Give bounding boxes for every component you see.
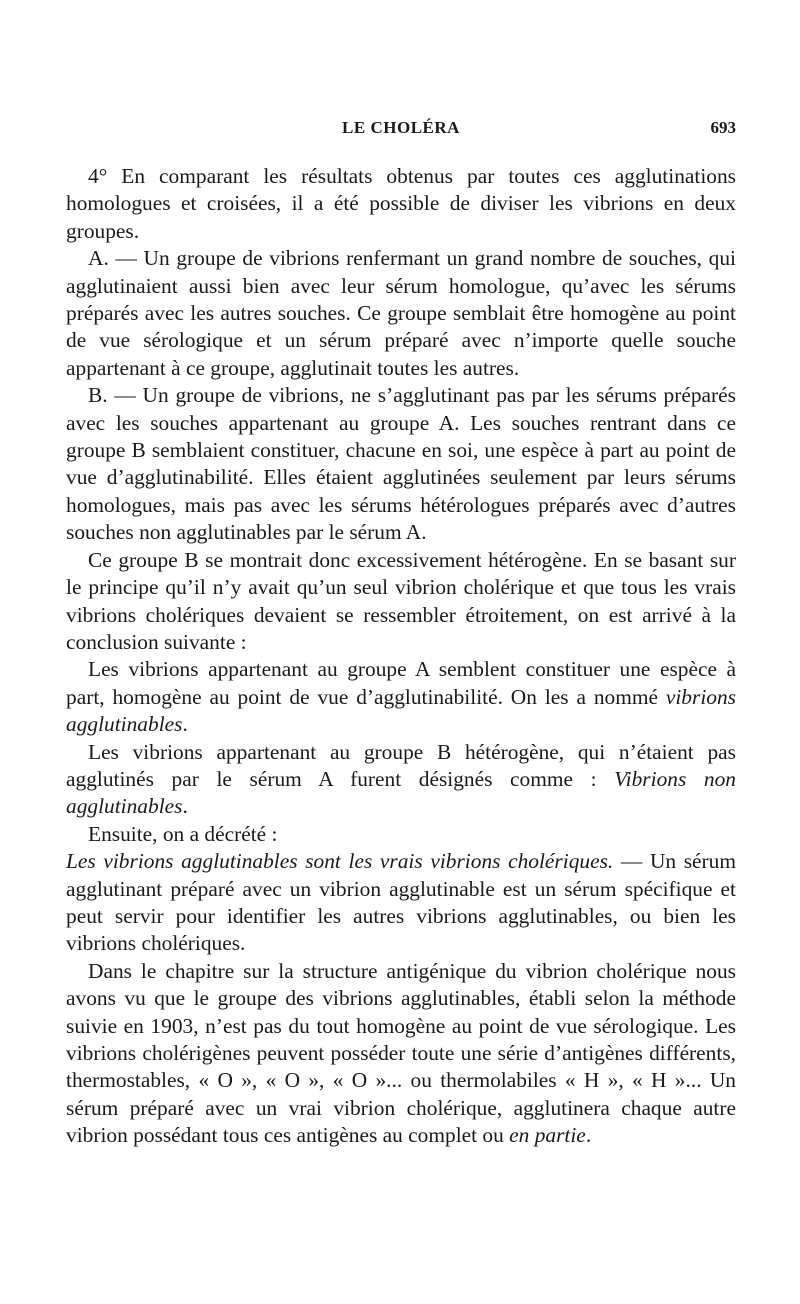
italic-term: Vibrions non agglutinables (66, 766, 736, 819)
page-number: 693 (710, 118, 736, 137)
paragraph-end: . (585, 1123, 592, 1148)
italic-term: vibrions agglutinables (66, 684, 736, 737)
paragraph-text: — Un sérum agglutinant préparé avec un vibrion agglutinable est un sérum spécifique et peut servir pour identifier les autres vibrions agglutinables, ou bien les vibrions cholériques. (66, 849, 737, 956)
paragraph-heterogeneous: Ce groupe B se montrait donc excessivement hétérogène. En se basant sur le principe qu’il n’y avait qu’un seul vibrion cholérique et que tous les vrais vibrions cholériques devaient se ressembler étroitement, on est arrivé à la conclusion suivante : (66, 547, 736, 654)
paragraph-text: Les vibrions appartenant au groupe A semblent constituer une espèce à part, homogène au point de vue d’agglutinabilité. On les a nommé (66, 657, 736, 709)
paragraph-true-vibrios (66, 848, 736, 958)
paragraph-end: . (182, 712, 188, 737)
paragraph-decree: Ensuite, on a décrété : (88, 821, 278, 846)
body-text (66, 163, 736, 1150)
italic-statement: Les vibrions agglutinables sont les vrais vibrions cholériques. (66, 849, 614, 874)
paragraph-text: Dans le chapitre sur la structure antigénique du vibrion cholérique nous avons vu que le groupe des vibrions agglutinables, établi selon la méthode suivie en 1903, n’est pas du tout homogène au point de vue sérologique. Les vibrions cholérigènes peuvent posséder toute une série d’antigènes différents, thermostables, « O », « O », « O »... ou thermolabiles « H », « H »... Un sérum préparé avec un vrai vibrion cholérique, agglutinera chaque autre vibrion possédant tous ces antigènes au complet ou (66, 958, 736, 1148)
paragraph-end: . (182, 794, 188, 819)
paragraph-groups-intro: 4° En comparant les résultats obtenus par toutes ces agglutinations homologues et croisées, il a été possible de diviser les vibrions en deux groupes. (66, 164, 736, 243)
italic-term: en partie (509, 1123, 586, 1148)
running-title: LE CHOLÉRA (342, 118, 460, 137)
paragraph-antigenic-structure (66, 958, 736, 1150)
paragraph-group-b: B. — Un groupe de vibrions, ne s’agglutinant pas par les sérums préparés avec les souches appartenant au groupe A. Les souches rentrant dans ce groupe B semblaient constituer, chacune en soi, une espèce à part au point de vue d’agglutinabilité. Elles étaient agglutinées seulement par leurs sérums homologues, mais pas avec les sérums hétérologues préparés avec d’autres souches non agglutinables par le sérum A. (66, 383, 736, 545)
paragraph-group-a: A. — Un groupe de vibrions renfermant un grand nombre de souches, qui agglutinaient aussi bien avec leur sérum homologue, qu’avec les sérums préparés avec les autres souches. Ce groupe semblait être homogène au point de vue sérologique et un sérum préparé avec n’importe quelle souche appartenant à ce groupe, agglutinait toutes les autres. (66, 246, 736, 380)
paragraph-non-agglutinables (66, 739, 736, 821)
running-head (66, 118, 736, 146)
paragraph-text: Les vibrions appartenant au groupe B hétérogène, qui n’étaient pas agglutinés par le sérum A furent désignés comme : (66, 739, 736, 791)
paragraph-agglutinables (66, 656, 736, 738)
